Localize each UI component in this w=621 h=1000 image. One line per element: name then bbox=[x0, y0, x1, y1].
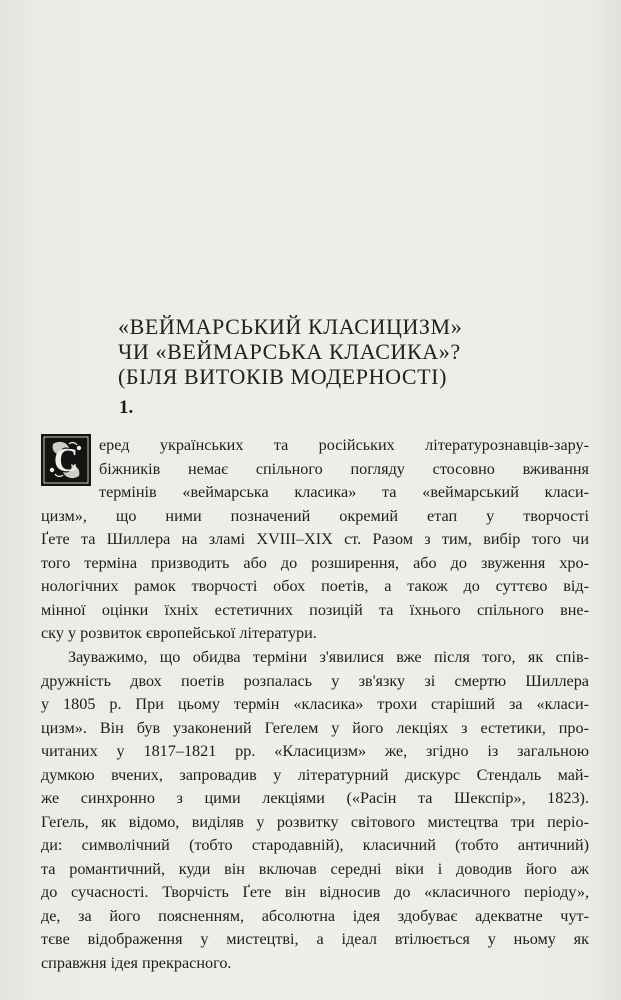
text-line: до сучасності. Творчість Ґете він відносив до «класичного періоду», bbox=[41, 883, 589, 901]
text-line: Геґель, як відомо, виділяв у розвитку світового мистецтва три періо- bbox=[41, 812, 589, 831]
text-line: ди: символічний (тобто стародавній), класичний (тобто античний) bbox=[41, 836, 589, 854]
text-line: цизм», що ними позначений окремий етап у творчості bbox=[41, 506, 589, 525]
paragraph-2 bbox=[41, 646, 589, 975]
text-line: того терміна призводить або до розширення, або до звуження хро- bbox=[41, 553, 589, 572]
text-line: справжня ідея прекрасного. bbox=[41, 953, 232, 972]
text-line: Зауважимо, що обидва терміни з'явилися вже після того, як спів- bbox=[68, 648, 589, 666]
text-line: цизм». Він був узаконений Геґелем у його лекціях з естетики, про- bbox=[41, 718, 589, 737]
text-line: еред українських та російських літературознавців-зару- bbox=[99, 436, 589, 454]
paragraph-1 bbox=[41, 434, 589, 646]
text-line: ску у розвиток європейської літератури. bbox=[41, 624, 317, 642]
heading-line-3: (БІЛЯ ВИТОКІВ МОДЕРНОСТІ) bbox=[118, 364, 447, 389]
section-number: 1. bbox=[119, 397, 134, 418]
text-line: у 1805 р. При цьому термін «класика» трохи старіший за «класи- bbox=[41, 695, 589, 713]
text-line: та романтичний, куди він включав середні віки і доводив його аж bbox=[41, 859, 589, 878]
text-line: мінної оцінки їхніх естетичних позицій та їхнього спільного вне- bbox=[41, 600, 589, 619]
text-line: де, за його поясненням, абсолютна ідея здобуває адекватне чут- bbox=[41, 906, 589, 925]
text-line: Ґете та Шиллера на зламі XVIII–XIX ст. Разом з тим, вибір того чи bbox=[41, 530, 589, 548]
chapter-heading bbox=[118, 314, 558, 389]
text-line: термінів «веймарська класика» та «веймарський класи- bbox=[99, 483, 589, 501]
text-line: же синхронно з цими лекціями («Расін та Шекспір», 1823). bbox=[41, 789, 589, 807]
text-line: дружність двох поетів розпалась у зв'язку зі смертю Шиллера bbox=[41, 671, 589, 690]
text-line: тєве відображення у мистецтві, а ідеал втілюється у ньому як bbox=[41, 930, 589, 948]
heading-line-1: «ВЕЙМАРСЬКИЙ КЛАСИЦИЗМ» bbox=[118, 314, 463, 339]
text-line: нологічних рамок творчості обох поетів, а також до суттєво від- bbox=[41, 577, 589, 595]
dropcap-letter: С bbox=[53, 442, 79, 479]
heading-line-2: ЧИ «ВЕЙМАРСЬКА КЛАСИКА»? bbox=[118, 339, 461, 364]
text-line: читаних у 1817–1821 рр. «Класицизм» же, згідно із загальною bbox=[41, 742, 589, 760]
text-line: біжників немає спільного погляду стосовно вживання bbox=[99, 459, 589, 478]
text-line: думкою вчених, запровадив у літературний дискурс Стендаль май- bbox=[41, 765, 589, 784]
